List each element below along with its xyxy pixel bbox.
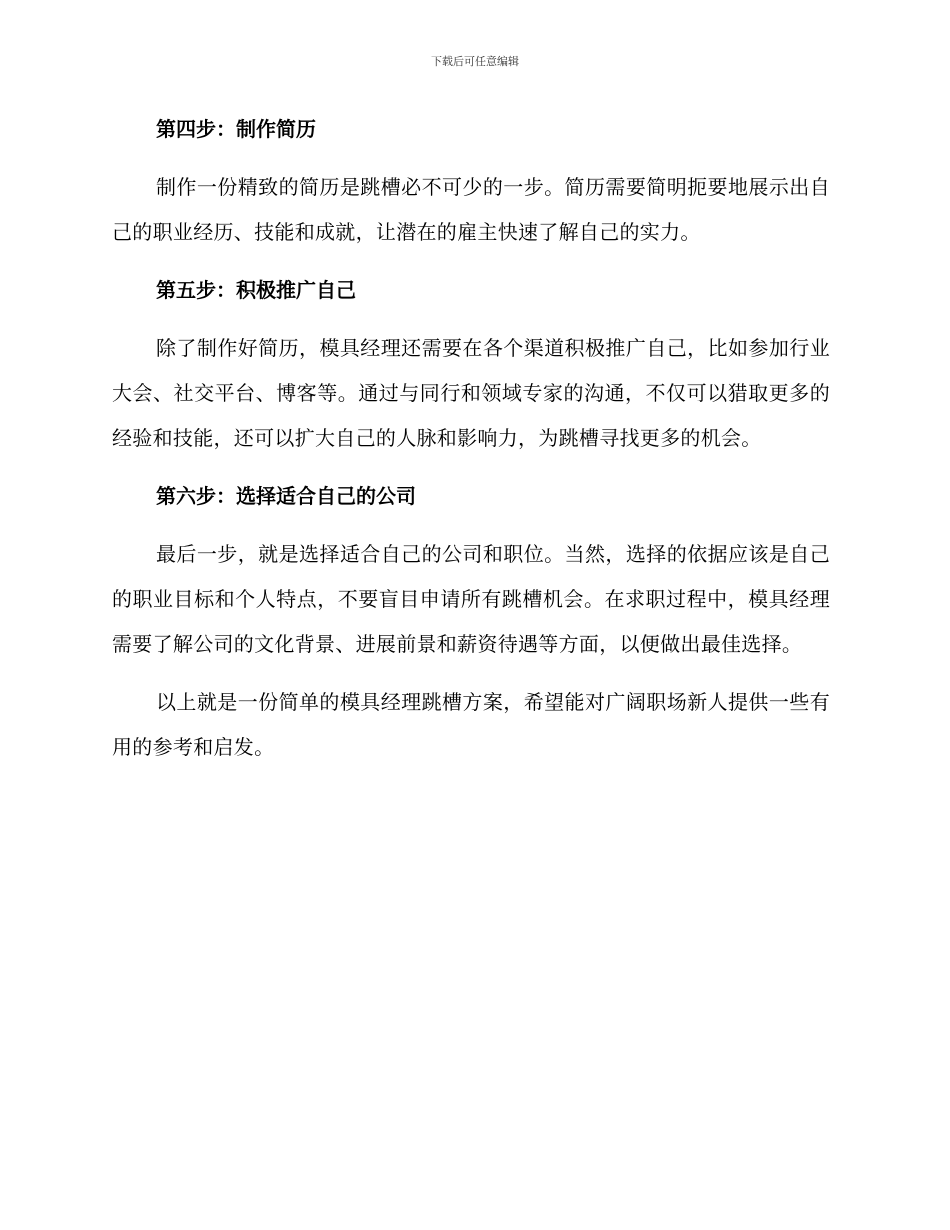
page-header: 下载后可任意编辑 (431, 55, 519, 68)
paragraph-step4: 制作一份精致的简历是跳槽必不可少的一步。简历需要简明扼要地展示出自己的职业经历、技能和成就，让潜在的雇主快速了解自己的实力。 (112, 175, 830, 244)
section-heading-step4: 第四步：制作简历 (156, 117, 316, 141)
document-body (112, 107, 830, 783)
section-heading-step6: 第六步：选择适合自己的公司 (156, 484, 416, 508)
paragraph-step6: 最后一步，就是选择适合自己的公司和职位。当然，选择的依据应该是自己的职业目标和个人特点，不要盲目申请所有跳槽机会。在求职过程中，模具经理需要了解公司的文化背景、进展前景和薪资待遇等方面，以便做出最佳选择。 (112, 542, 830, 656)
section-heading-step5: 第五步：积极推广自己 (156, 278, 356, 302)
paragraph-step5: 除了制作好简历，模具经理还需要在各个渠道积极推广自己，比如参加行业大会、社交平台、博客等。通过与同行和领域专家的沟通，不仅可以猎取更多的经验和技能，还可以扩大自己的人脉和影响力，为跳槽寻找更多的机会。 (112, 336, 830, 450)
paragraph-conclusion: 以上就是一份简单的模具经理跳槽方案，希望能对广阔职场新人提供一些有用的参考和启发。 (112, 690, 830, 759)
